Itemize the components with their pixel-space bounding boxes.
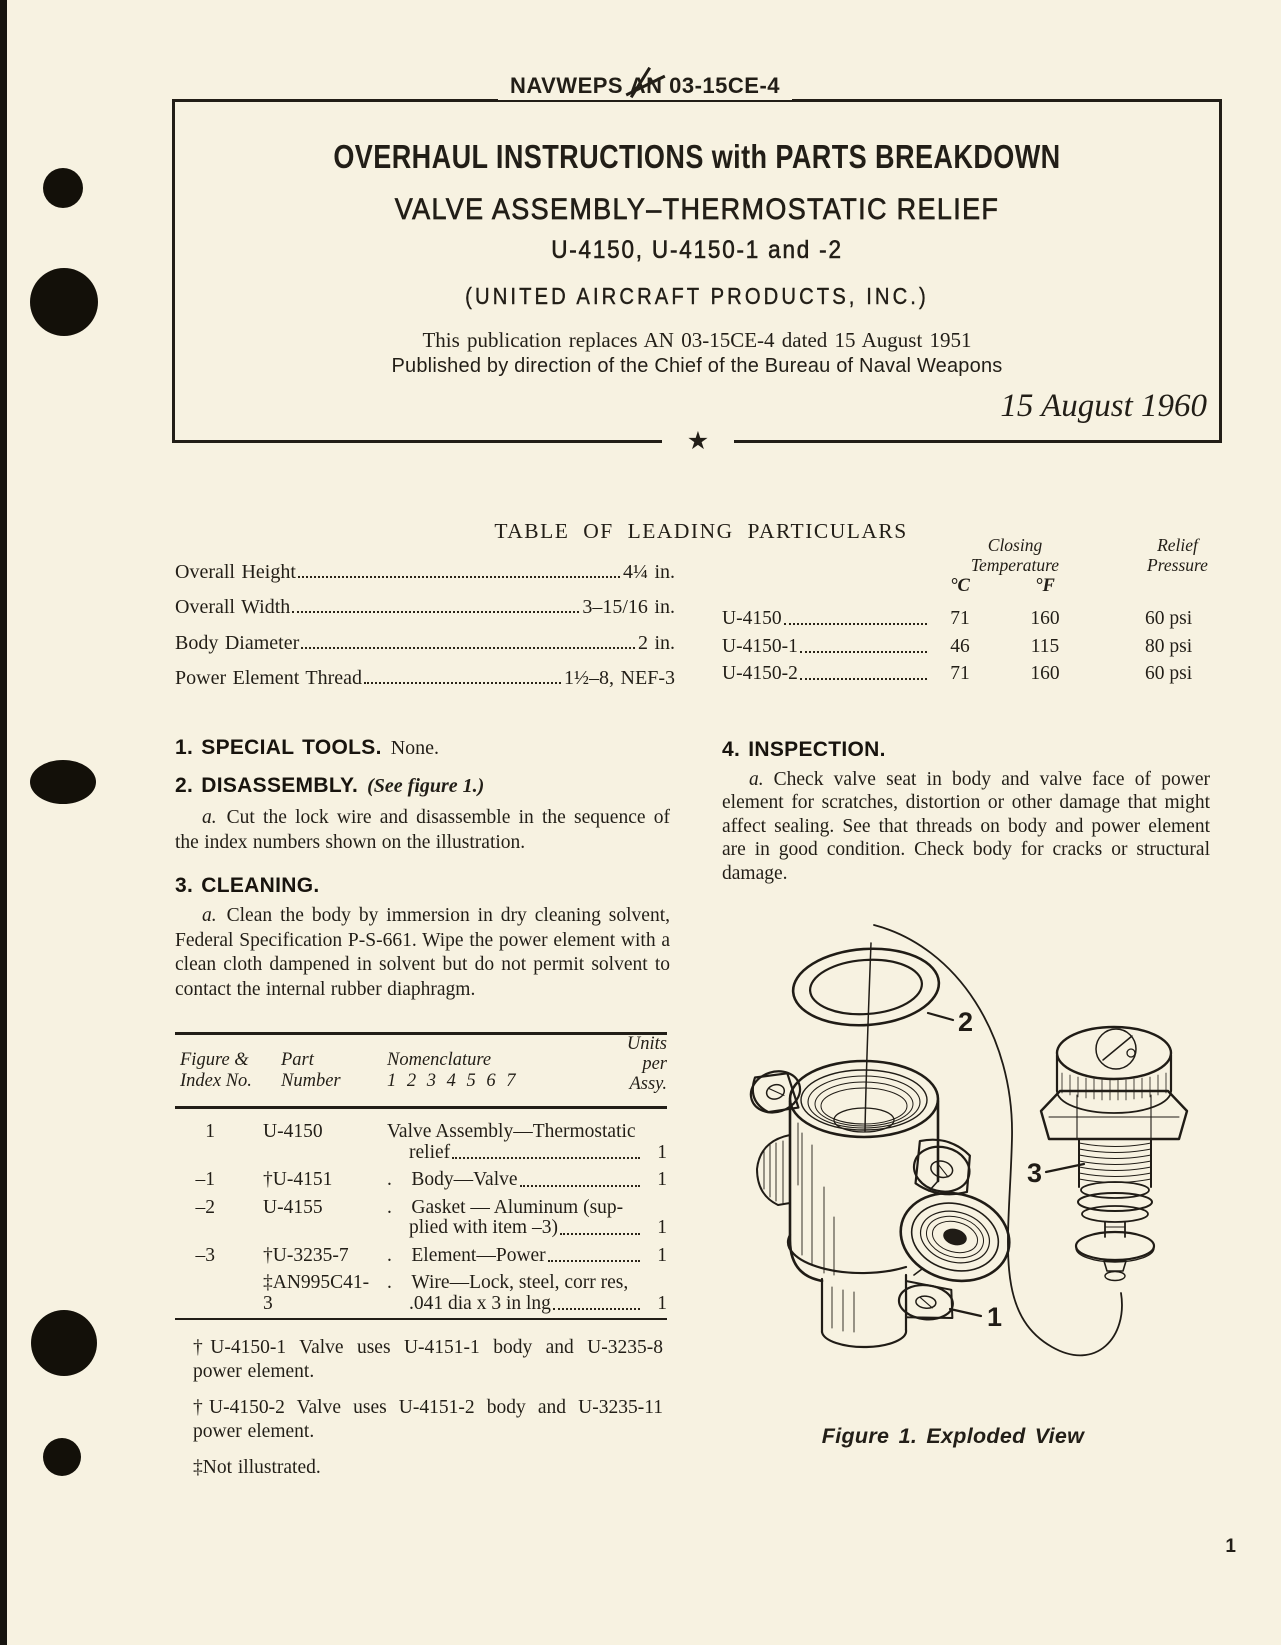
temp-table-relief-header: Relief Pressure bbox=[1147, 535, 1208, 575]
index-number: –2 bbox=[195, 1196, 215, 1218]
relief-pressure: 60 psi bbox=[1145, 608, 1193, 630]
punch-hole bbox=[31, 1310, 97, 1376]
part-number: †U-3235-7 bbox=[263, 1244, 349, 1266]
closing-temp-c: 46 bbox=[950, 635, 970, 657]
section-heading: 1. SPECIAL TOOLS. bbox=[175, 736, 382, 759]
dot-leader bbox=[301, 647, 635, 649]
units-per-assy: 1 bbox=[657, 1141, 667, 1163]
footnote: †U-4150-2 Valve uses U-4151-2 body and U-3235-11 power element. bbox=[193, 1397, 663, 1442]
model-label: U-4150-2 bbox=[722, 663, 798, 685]
paragraph-text: Check valve seat in body and valve face of power element for scratches, distortion or other damage that might affect sealing. See that threads on body and power element are in good condition. Check body for cracks or structural damage. bbox=[722, 769, 1210, 884]
nomenclature-line2: relief bbox=[409, 1141, 451, 1163]
doc-title-sub: VALVE ASSEMBLY–THERMOSTATIC RELIEF bbox=[394, 193, 1000, 226]
doc-title-main: OVERHAUL INSTRUCTIONS with PARTS BREAKDOWN bbox=[333, 138, 1061, 175]
gasket bbox=[791, 944, 942, 1030]
paragraph-text: Clean the body by immersion in dry cleaning solvent, Federal Specification P-S-661. Wipe the power element with a clean cloth dampened in solvent but do not permit solvent to contact the internal rubber diaphragm. bbox=[175, 905, 670, 1000]
nomenclature-line1: . Wire—Lock, steel, corr res, bbox=[387, 1272, 629, 1293]
model-label: U-4150-1 bbox=[722, 635, 798, 657]
temp-row bbox=[722, 603, 1210, 630]
section-heading: 2. DISASSEMBLY. bbox=[175, 774, 359, 797]
temp-table-closing-header: Closing Temperature bbox=[970, 535, 1060, 575]
doc-number bbox=[498, 71, 792, 100]
closing-temp-c: 71 bbox=[950, 663, 970, 685]
leader-line-2 bbox=[928, 1013, 953, 1020]
figure-index-2: 2 bbox=[958, 1007, 974, 1037]
units-per-assy: 1 bbox=[657, 1244, 667, 1266]
dot-leader bbox=[800, 678, 927, 680]
section-cleaning bbox=[175, 874, 670, 898]
col-header-nomenclature: Nomenclature 1 2 3 4 5 6 7 bbox=[387, 1050, 519, 1091]
section-inline-ref: (See figure 1.) bbox=[367, 775, 485, 797]
figure-index-3: 3 bbox=[1027, 1158, 1043, 1188]
particular-label: Body Diameter bbox=[175, 631, 300, 654]
temp-table-rows bbox=[722, 603, 1210, 685]
closing-temp-f: 160 bbox=[1030, 663, 1060, 685]
section-heading: 4. INSPECTION. bbox=[722, 738, 886, 761]
particulars-row bbox=[175, 584, 675, 620]
units-per-assy: 1 bbox=[657, 1169, 667, 1190]
paragraph-label: a. bbox=[202, 807, 217, 828]
doc-number-suffix: 03-15CE-4 bbox=[669, 73, 781, 98]
parts-table-header bbox=[175, 1036, 667, 1106]
figure-index-1: 1 bbox=[987, 1302, 1003, 1332]
particulars-row bbox=[175, 548, 675, 584]
star-icon: ★ bbox=[662, 426, 734, 458]
col-header-figure-index: Figure & Index No. bbox=[180, 1050, 252, 1091]
part-number: U-4150 bbox=[263, 1121, 323, 1142]
index-number: 1 bbox=[205, 1121, 215, 1142]
nomenclature-line2: . Body—Valve bbox=[387, 1169, 518, 1190]
table-rule-bottom bbox=[175, 1318, 667, 1320]
punch-hole bbox=[43, 168, 83, 208]
nomenclature-line1: . Gasket — Aluminum (sup- bbox=[387, 1196, 624, 1218]
paragraph-label: a. bbox=[202, 905, 217, 926]
part-number: †U-4151 bbox=[263, 1169, 333, 1190]
nomenclature-line2: plied with item –3) bbox=[409, 1217, 558, 1238]
closing-temp-f: 160 bbox=[1030, 608, 1060, 630]
col-header-units: Units per Assy. bbox=[626, 1034, 667, 1094]
section-disassembly bbox=[175, 774, 670, 798]
particular-value: 4¼ in. bbox=[622, 560, 675, 583]
dot-leader bbox=[800, 651, 927, 653]
punch-hole bbox=[30, 760, 96, 804]
index-number bbox=[175, 1273, 221, 1314]
parts-row bbox=[175, 1122, 667, 1163]
index-number: –1 bbox=[195, 1169, 215, 1190]
section-inspection bbox=[722, 738, 1210, 762]
figure-caption: Figure 1. Exploded View bbox=[821, 1424, 1085, 1448]
dot-leader bbox=[298, 576, 620, 578]
disassembly-paragraph bbox=[175, 806, 670, 855]
model-label: U-4150 bbox=[722, 608, 782, 630]
temp-row bbox=[722, 630, 1210, 657]
particular-label: Power Element Thread bbox=[175, 667, 363, 690]
doc-number-prefix: NAVWEPS bbox=[509, 73, 624, 98]
dot-leader bbox=[452, 1157, 640, 1159]
parts-table-body bbox=[175, 1122, 667, 1321]
particular-value: 3–15/16 in. bbox=[582, 596, 675, 619]
footnote: †U-4150-1 Valve uses U-4151-1 body and U-3235-8 power element. bbox=[193, 1337, 663, 1382]
dot-leader bbox=[520, 1185, 640, 1187]
doc-number-struck-an: AN bbox=[629, 73, 663, 98]
footnote: ‡Not illustrated. bbox=[193, 1457, 321, 1478]
unit-celsius: °C bbox=[950, 576, 970, 596]
punch-hole bbox=[43, 1438, 81, 1476]
section-special-tools bbox=[175, 736, 670, 760]
parts-row bbox=[175, 1246, 667, 1267]
footnotes bbox=[193, 1336, 663, 1493]
units-per-assy: 1 bbox=[657, 1292, 667, 1314]
dot-leader bbox=[784, 623, 927, 625]
units-per-assy: 1 bbox=[657, 1217, 667, 1238]
closing-temp-f: 115 bbox=[1030, 635, 1060, 657]
particular-value: 2 in. bbox=[637, 631, 675, 654]
dot-leader bbox=[364, 682, 561, 684]
figure-exploded-view-illustration bbox=[700, 885, 1200, 1390]
nomenclature-line1: Valve Assembly—Thermostatic bbox=[387, 1121, 636, 1142]
scan-edge bbox=[0, 0, 7, 1645]
part-number: U-4155 bbox=[263, 1196, 323, 1218]
company-name: (UNITED AIRCRAFT PRODUCTS, INC.) bbox=[465, 283, 929, 309]
dot-leader bbox=[292, 611, 579, 613]
col-header-part-number: Part Number bbox=[281, 1050, 341, 1091]
particular-value: 1½–8, NEF-3 bbox=[564, 667, 675, 690]
particular-label: Overall Width bbox=[175, 596, 291, 619]
section-inline-text: None. bbox=[390, 737, 440, 759]
valve-body bbox=[745, 1061, 1019, 1347]
parts-row bbox=[175, 1170, 667, 1191]
unit-fahrenheit: °F bbox=[1035, 576, 1055, 596]
page-number: 1 bbox=[1225, 1536, 1236, 1557]
particulars-row bbox=[175, 619, 675, 655]
paragraph-label: a. bbox=[749, 769, 764, 790]
section-heading: 3. CLEANING. bbox=[175, 874, 320, 897]
cleaning-paragraph bbox=[175, 904, 670, 1002]
replaces-note: This publication replaces AN 03-15CE-4 dated 15 August 1951 bbox=[422, 328, 972, 352]
parts-row bbox=[175, 1198, 667, 1239]
leader-line-1 bbox=[950, 1309, 981, 1316]
relief-pressure: 80 psi bbox=[1145, 635, 1193, 657]
dot-leader bbox=[560, 1233, 640, 1235]
relief-pressure: 60 psi bbox=[1145, 663, 1193, 685]
particular-label: Overall Height bbox=[175, 560, 296, 583]
dot-leader bbox=[548, 1260, 640, 1262]
published-note: Published by direction of the Chief of the Bureau of Naval Weapons bbox=[391, 355, 1003, 377]
particulars-title: TABLE OF LEADING PARTICULARS bbox=[494, 519, 908, 543]
particulars-row bbox=[175, 655, 675, 691]
table-rule-mid bbox=[175, 1106, 667, 1109]
index-number: –3 bbox=[195, 1244, 215, 1266]
temp-row bbox=[722, 658, 1210, 685]
nomenclature-line2: .041 dia x 3 in lng bbox=[409, 1292, 551, 1314]
part-number: ‡AN995C41-3 bbox=[263, 1272, 370, 1314]
punch-hole bbox=[30, 268, 98, 336]
paragraph-text: Cut the lock wire and disassemble in the sequence of the index numbers shown on the illustration. bbox=[175, 807, 670, 853]
publication-date: 15 August 1960 bbox=[1000, 388, 1207, 424]
power-element bbox=[1041, 1027, 1187, 1281]
dot-leader bbox=[553, 1308, 640, 1310]
table-rule-top bbox=[175, 1032, 667, 1035]
inspection-paragraph bbox=[722, 768, 1210, 885]
particulars-list bbox=[175, 548, 675, 690]
parts-row bbox=[175, 1273, 667, 1314]
nomenclature-line2: . Element—Power bbox=[387, 1244, 546, 1266]
closing-temp-c: 71 bbox=[950, 608, 970, 630]
doc-title-models: U-4150, U-4150-1 and -2 bbox=[551, 236, 843, 264]
